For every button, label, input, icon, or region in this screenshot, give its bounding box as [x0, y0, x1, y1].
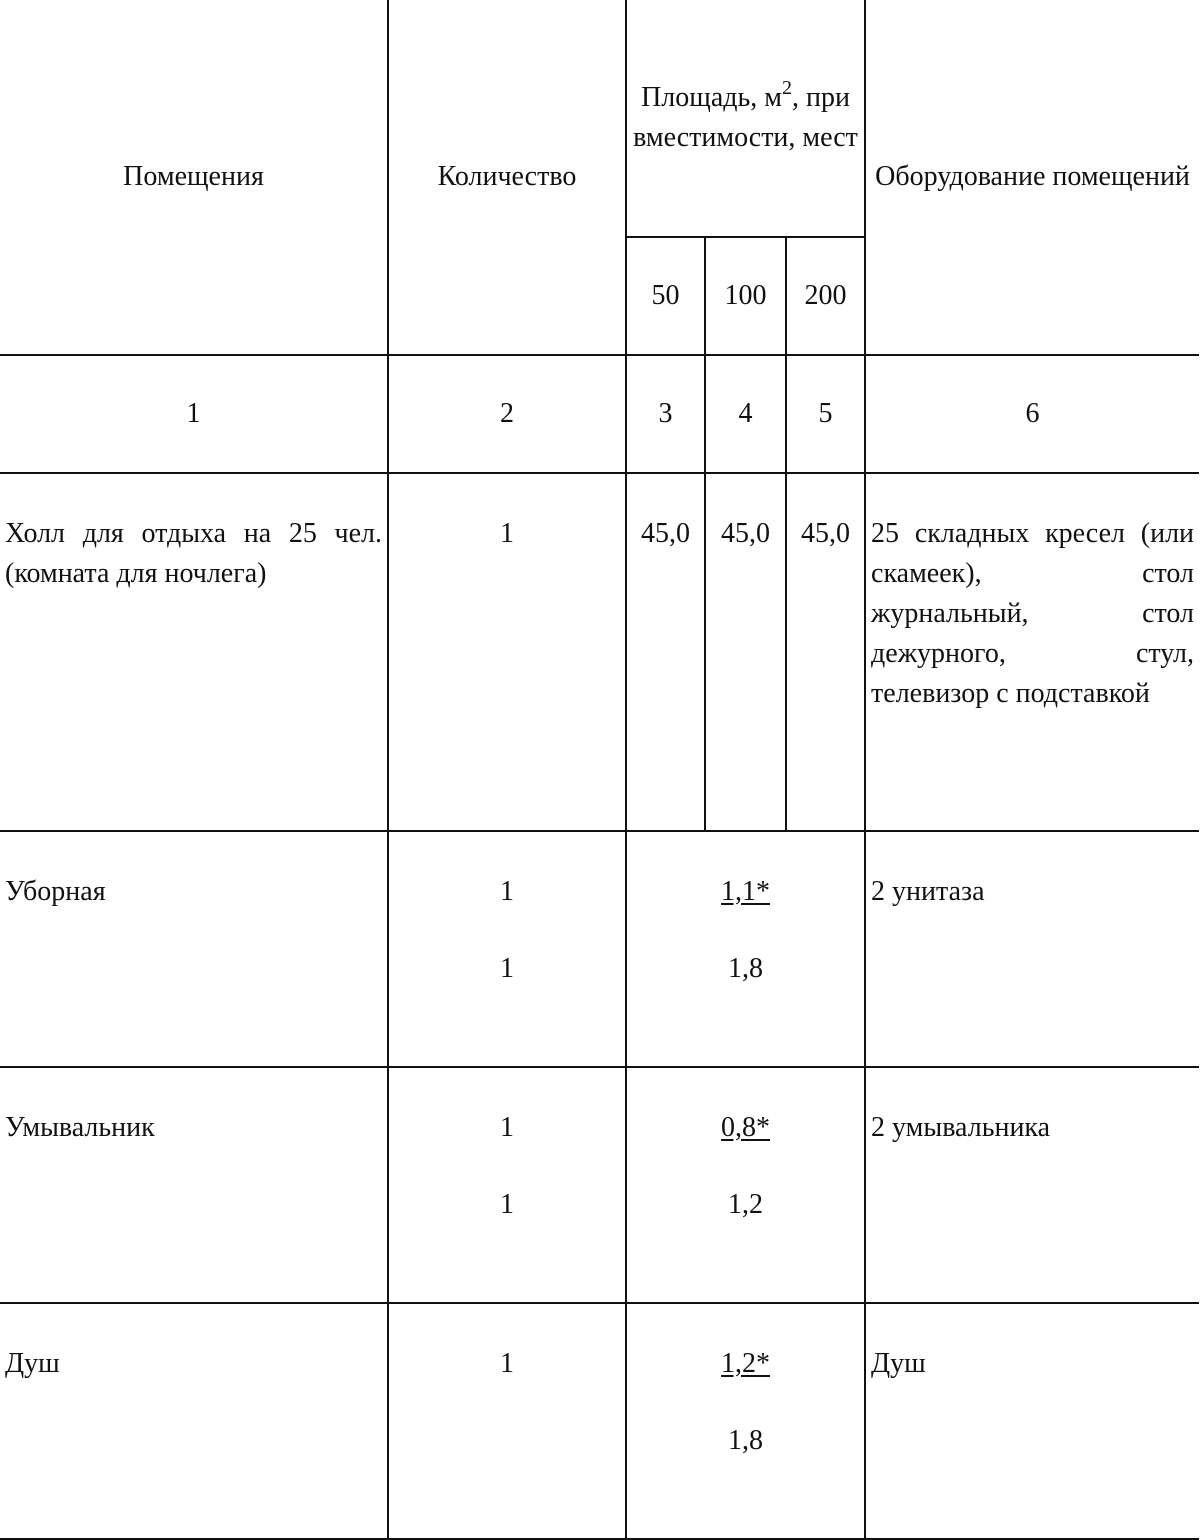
room-area-line: 1,1* [721, 876, 771, 907]
header-area-sup: 2 [781, 77, 792, 99]
column-number-6: 6 [865, 355, 1199, 473]
header-quantity: Количество [388, 0, 626, 355]
table-row [0, 831, 1199, 1067]
room-area-line: 1,2 [728, 1189, 764, 1220]
room-equipment: 25 складных кресел (или скамеек), стол журнальный, стол дежурного, стул, телевизор с подставкой [865, 473, 1199, 831]
room-area-line: 0,8* [721, 1112, 771, 1143]
room-equipment: Душ [865, 1303, 1199, 1539]
room-name: Уборная [0, 831, 388, 1067]
header-capacity-50: 50 [626, 237, 705, 355]
header-capacity-200: 200 [786, 237, 865, 355]
room-quantity-line: 1 [500, 1348, 514, 1379]
room-area-50: 45,0 [626, 473, 705, 831]
room-area-line: 1,8 [728, 1425, 764, 1456]
header-equipment: Оборудование помещений [865, 0, 1199, 355]
header-area-prefix: Площадь, м [641, 82, 782, 113]
column-number-row [0, 355, 1199, 473]
column-number-4: 4 [705, 355, 786, 473]
header-area [626, 0, 865, 237]
column-number-5: 5 [786, 355, 865, 473]
header-rooms: Помещения [0, 0, 388, 355]
room-equipment: 2 унитаза [865, 831, 1199, 1067]
room-area-200: 45,0 [786, 473, 865, 831]
column-number-2: 2 [388, 355, 626, 473]
column-number-3: 3 [626, 355, 705, 473]
room-quantity-line: 1 [500, 953, 514, 984]
room-area-line: 1,8 [728, 953, 764, 984]
header-area-suffix: , при вместимости, мест [633, 82, 858, 153]
room-quantity [388, 1303, 626, 1539]
room-quantity-line: 1 [500, 1189, 514, 1220]
room-area [626, 1303, 865, 1539]
room-quantity: 1 [388, 473, 626, 831]
room-area-100: 45,0 [705, 473, 786, 831]
header-row [0, 0, 1199, 237]
header-capacity-100: 100 [705, 237, 786, 355]
room-quantity-line: 1 [500, 876, 514, 907]
room-name: Умывальник [0, 1067, 388, 1303]
table-row [0, 473, 1199, 831]
room-equipment: 2 умывальника [865, 1067, 1199, 1303]
room-area-line: 1,2* [721, 1348, 771, 1379]
room-area [626, 1067, 865, 1303]
table-row [0, 1303, 1199, 1539]
column-number-1: 1 [0, 355, 388, 473]
room-area [626, 831, 865, 1067]
room-name: Холл для отдыха на 25 чел. (комната для ночлега) [0, 473, 388, 831]
room-quantity [388, 1067, 626, 1303]
table-row [0, 1067, 1199, 1303]
room-quantity [388, 831, 626, 1067]
room-name: Душ [0, 1303, 388, 1539]
room-quantity-line: 1 [500, 1112, 514, 1143]
